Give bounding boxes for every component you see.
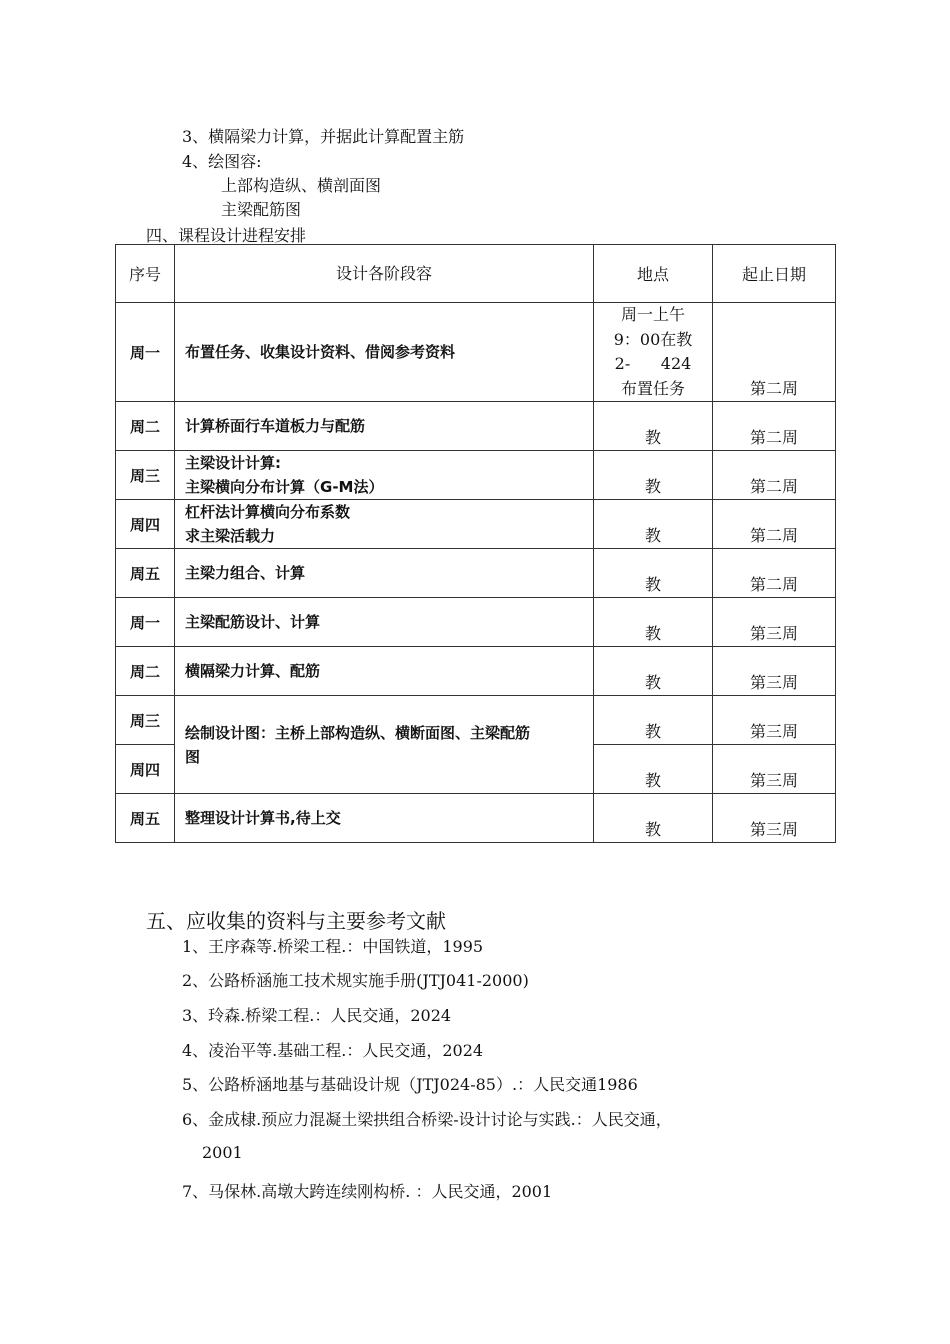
row-seq: 周四 bbox=[116, 745, 175, 794]
row-task bbox=[175, 500, 594, 549]
table-row bbox=[116, 598, 836, 647]
row-place bbox=[594, 598, 713, 647]
section-4-title: 四、课程设计进程安排 bbox=[146, 226, 307, 245]
row-place bbox=[594, 647, 713, 696]
table-row bbox=[116, 794, 836, 843]
item-3: 3、横隔梁力计算，并据此计算配置主筋 bbox=[182, 127, 465, 146]
table-row bbox=[116, 451, 836, 500]
row-place-text: 教 bbox=[644, 477, 661, 496]
row-date bbox=[713, 647, 836, 696]
row-date bbox=[713, 696, 836, 745]
place-line: 2- 424 bbox=[614, 354, 692, 373]
row-date-text: 第二周 bbox=[749, 477, 798, 496]
row-seq: 周五 bbox=[116, 549, 175, 598]
row-place-text: 教 bbox=[644, 624, 661, 643]
row-task bbox=[175, 451, 594, 500]
row-place bbox=[594, 696, 713, 745]
reference-item: 1、王序森等.桥梁工程.：中国铁道，1995 bbox=[182, 937, 484, 956]
row-task-line: 主梁设计计算: bbox=[185, 454, 281, 472]
row-seq: 周四 bbox=[116, 500, 175, 549]
section-5-title: 五、应收集的资料与主要参考文献 bbox=[146, 909, 446, 933]
row-place-text: 教 bbox=[644, 428, 661, 447]
row-date-text: 第三周 bbox=[749, 820, 798, 839]
header-task: 设计各阶段容 bbox=[175, 245, 594, 303]
table-row bbox=[116, 303, 836, 402]
table-row bbox=[116, 500, 836, 549]
table-header-row bbox=[116, 245, 836, 303]
row-seq: 周二 bbox=[116, 647, 175, 696]
row-place bbox=[594, 794, 713, 843]
row-date-text: 第二周 bbox=[749, 575, 798, 594]
row-date-text: 第二周 bbox=[749, 428, 798, 447]
row-date bbox=[713, 500, 836, 549]
row-date-text: 第二周 bbox=[749, 379, 798, 398]
row-date-text: 第三周 bbox=[749, 771, 798, 790]
reference-item-continued: 2001 bbox=[202, 1143, 243, 1162]
row-place bbox=[594, 745, 713, 794]
row-seq: 周三 bbox=[116, 451, 175, 500]
row-task-line: 主梁力组合、计算 bbox=[185, 564, 306, 582]
row-date-text: 第三周 bbox=[749, 624, 798, 643]
row-task-merged bbox=[175, 696, 594, 794]
row-date-text: 第三周 bbox=[749, 673, 798, 692]
row-place-text: 教 bbox=[644, 722, 661, 741]
row-date bbox=[713, 451, 836, 500]
row-date-text: 第三周 bbox=[749, 722, 798, 741]
item-4-sub-2: 主梁配筋图 bbox=[221, 200, 302, 219]
row-place bbox=[594, 451, 713, 500]
row-seq: 周一 bbox=[116, 303, 175, 402]
row-date bbox=[713, 598, 836, 647]
table-row bbox=[116, 647, 836, 696]
row-task-line: 整理设计计算书,待上交 bbox=[185, 809, 341, 827]
reference-item: 2、公路桥涵施工技术规实施手册(JTJ041-2000) bbox=[182, 971, 529, 990]
row-place bbox=[594, 549, 713, 598]
row-place bbox=[594, 303, 713, 402]
row-place-text: 教 bbox=[644, 673, 661, 692]
place-line: 9：00在教 bbox=[613, 329, 693, 349]
row-date bbox=[713, 402, 836, 451]
item-4-sub-1: 上部构造纵、横剖面图 bbox=[221, 176, 382, 195]
row-task bbox=[175, 647, 594, 696]
table-row bbox=[116, 402, 836, 451]
table-row bbox=[116, 549, 836, 598]
row-place-text: 教 bbox=[644, 771, 661, 790]
row-task-line: 绘制设计图：主桥上部构造纵、横断面图、主梁配筋 bbox=[185, 723, 531, 742]
header-date: 起止日期 bbox=[713, 245, 836, 303]
header-place: 地点 bbox=[594, 245, 713, 303]
row-seq: 周一 bbox=[116, 598, 175, 647]
row-task bbox=[175, 402, 594, 451]
schedule-table bbox=[115, 244, 836, 843]
row-task bbox=[175, 549, 594, 598]
row-place bbox=[594, 402, 713, 451]
row-seq: 周三 bbox=[116, 696, 175, 745]
header-seq: 序号 bbox=[116, 245, 175, 303]
row-place-text: 教 bbox=[644, 526, 661, 545]
reference-item: 5、公路桥涵地基与基础设计规（JTJ024-85）.：人民交通1986 bbox=[182, 1075, 638, 1094]
row-task-line: 主梁配筋设计、计算 bbox=[185, 613, 321, 631]
reference-item: 4、凌治平等.基础工程.：人民交通，2024 bbox=[182, 1041, 484, 1060]
row-task-line: 求主梁活载力 bbox=[185, 527, 276, 545]
table-row bbox=[116, 696, 836, 745]
row-date bbox=[713, 745, 836, 794]
row-seq: 周五 bbox=[116, 794, 175, 843]
row-date bbox=[713, 549, 836, 598]
row-task-line: 横隔梁力计算、配筋 bbox=[185, 662, 321, 680]
row-date bbox=[713, 303, 836, 402]
reference-item: 6、金成棣.预应力混凝土梁拱组合桥梁-设计讨论与实践.：人民交通， bbox=[182, 1110, 672, 1129]
row-task-line: 图 bbox=[185, 747, 201, 766]
place-line: 周一上午 bbox=[620, 305, 685, 324]
place-line: 布置任务 bbox=[620, 378, 685, 398]
row-seq: 周二 bbox=[116, 402, 175, 451]
reference-item: 7、马保林.高墩大跨连续刚构桥. ：人民交通，2001 bbox=[182, 1182, 553, 1201]
row-place bbox=[594, 500, 713, 549]
row-task: 布置任务、收集设计资料、借阅参考资料 bbox=[175, 303, 594, 402]
row-task bbox=[175, 598, 594, 647]
reference-item: 3、玲森.桥梁工程.：人民交通，2024 bbox=[182, 1006, 452, 1025]
item-4: 4、绘图容: bbox=[182, 152, 262, 171]
row-task-line: 杠杆法计算横向分布系数 bbox=[185, 503, 351, 521]
row-date bbox=[713, 794, 836, 843]
row-task bbox=[175, 794, 594, 843]
row-date-text: 第二周 bbox=[749, 526, 798, 545]
row-task-line: 主梁横向分布计算（G-M法） bbox=[185, 478, 384, 496]
row-task-line: 计算桥面行车道板力与配筋 bbox=[185, 417, 366, 435]
row-place-text: 教 bbox=[644, 575, 661, 594]
row-place-text: 教 bbox=[644, 820, 661, 839]
